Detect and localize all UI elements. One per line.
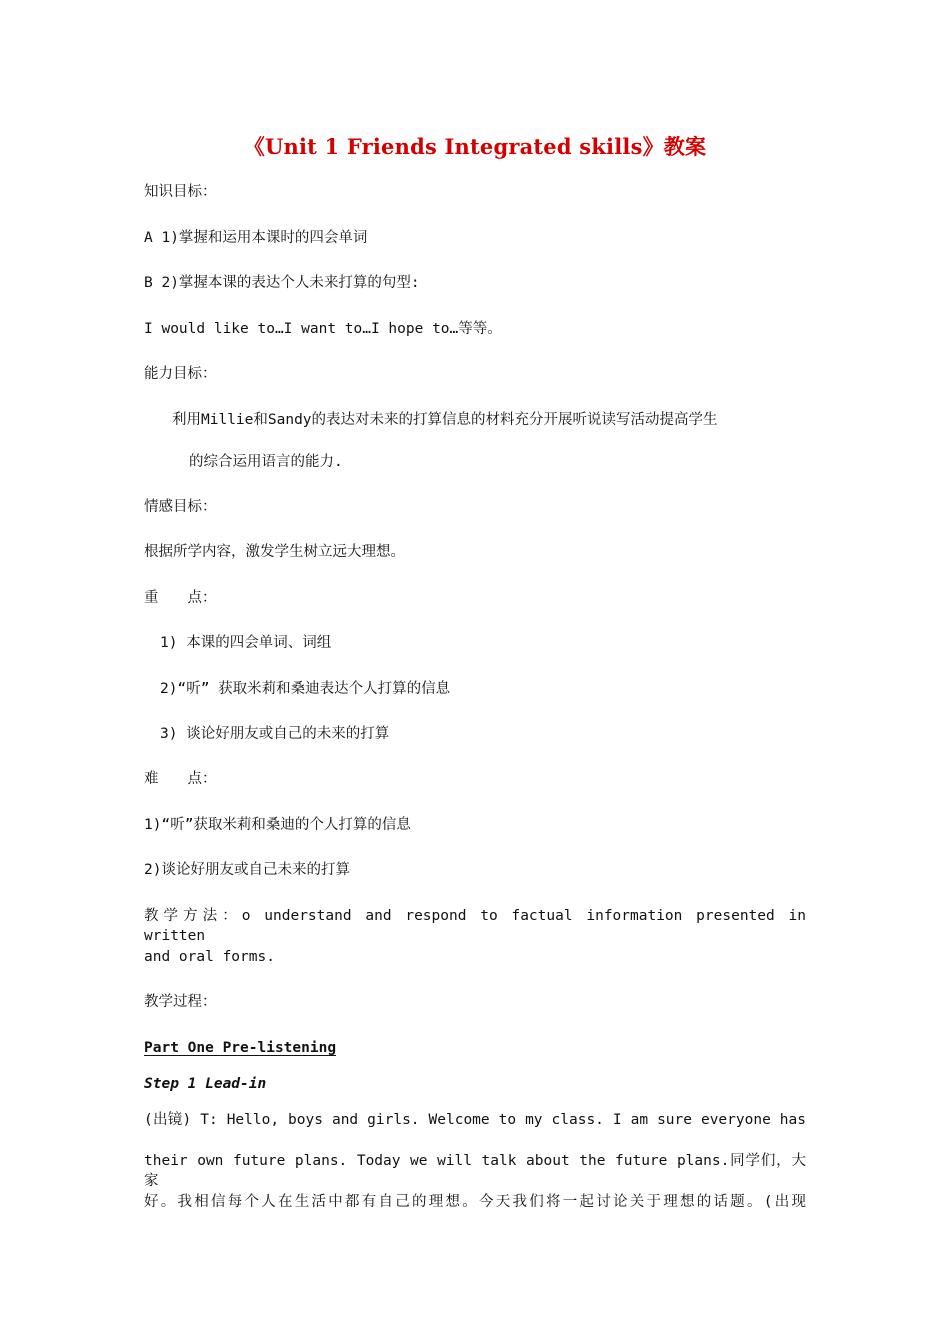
teaching-method-line: 教学方法：o understand and respond to factual information presented in written (144, 908, 806, 944)
emotion-goals-text: 根据所学内容，激发学生树立远大理想。 (144, 544, 405, 560)
document-title: 《Unit 1 Friends Integrated skills》教案 (243, 134, 707, 159)
goal-a-line: A 1)掌握和运用本课时的四会单词 (144, 230, 368, 246)
teaching-process-heading: 教学过程： (144, 994, 217, 1010)
key-point-3: 3) 谈论好朋友或自己的未来的打算 (160, 726, 390, 742)
teaching-method-line-cont: and oral forms. (144, 949, 275, 965)
ability-goals-text: 利用Millie和Sandy的表达对未来的打算信息的材料充分开展听说读写活动提高学生 (172, 412, 718, 428)
part-one-heading: Part One Pre-listening (144, 1040, 337, 1056)
lead-in-line-2: their own future plans. Today we will talk about the future plans.同学们，大家 (144, 1153, 806, 1189)
difficulty-2: 2)谈论好朋友或自己未来的打算 (144, 862, 350, 878)
difficulties-heading: 难 点： (144, 771, 217, 787)
lead-in-line-3: 好。我相信每个人在生活中都有自己的理想。今天我们将一起讨论关于理想的话题。(出现 (144, 1194, 806, 1210)
key-point-1: 1) 本课的四会单词、词组 (160, 635, 332, 651)
ability-goals-heading: 能力目标： (144, 366, 217, 382)
ability-goals-text-cont: 的综合运用语言的能力. (189, 454, 343, 470)
lead-in-line-1: (出镜) T: Hello, boys and girls. Welcome to my class. I am sure everyone has (144, 1112, 806, 1128)
key-point-2: 2)“听” 获取米莉和桑迪表达个人打算的信息 (160, 681, 451, 697)
step-1-heading: Step 1 Lead-in (144, 1076, 267, 1092)
emotion-goals-heading: 情感目标： (144, 499, 217, 515)
sentence-patterns-line: I would like to…I want to…I hope to…等等。 (144, 321, 502, 337)
key-points-heading: 重 点： (144, 590, 217, 606)
difficulty-1: 1)“听”获取米莉和桑迪的个人打算的信息 (144, 817, 411, 833)
goal-b-line: B 2)掌握本课的表达个人未来打算的句型: (144, 275, 420, 291)
knowledge-goals-heading: 知识目标： (144, 184, 217, 200)
